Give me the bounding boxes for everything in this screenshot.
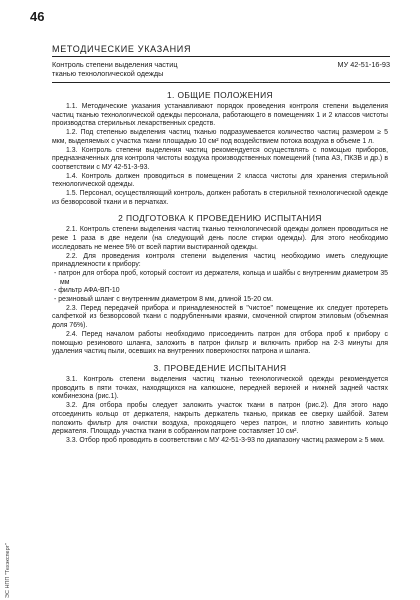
paragraph: 2.1. Контроль степени выделения частиц тканью технологической одежды должен проводиться не реже 1 раза в две недели (на следующий день после стирки одежды). Для этого необходимо исследовать не менее 5% от всей партии выстиранной одежды. [52, 226, 388, 251]
list-item: - патрон для отбора проб, который состоит из держателя, кольца и шайбы с внутренним диаметром 35 мм [54, 269, 388, 286]
page-number: 46 [30, 9, 45, 24]
paragraph: 3.1. Контроль степени выделения частиц тканью технологической одежды рекомендуется проводить в пяти точках, находящихся на капюшоне, передней верхней и нижней задней частях комбинезона (рис.1). [52, 375, 388, 401]
section-title: 2 ПОДГОТОВКА К ПРОВЕДЕНИЮ ИСПЫТАНИЯ [118, 213, 322, 224]
list-item: - фильтр АФА-ВП-10 [54, 287, 120, 295]
header-divider [52, 82, 390, 83]
paragraph: 1.1. Методические указания устанавливают порядок проведения контроля степени выделения частиц тканью технологической одежды персонала, работающего в помещениях 1 и 2 классов чистоты производства стерильных лекарственных средств. [52, 103, 388, 128]
document-code: МУ 42-51-16-93 [337, 60, 390, 69]
paragraph: 1.4. Контроль должен проводиться в помещении 2 класса чистоты для хранения стерильной технологической одежды. [52, 172, 388, 189]
document-subheader [52, 60, 390, 78]
publisher-stamp [2, 540, 12, 598]
paragraph: 2.2. Для проведения контроля степени выделения частиц необходимо иметь следующие принадлежности к прибору: [52, 252, 388, 269]
paragraph: 1.2. Под степенью выделения частиц тканью подразумевается количество частиц размером ≥ 5 мкм, выделяемых с участка ткани площадью 10 см² под воздействием потока воздуха в объеме 1 л. [52, 129, 388, 145]
subheader-line-2: тканью технологической одежды [52, 69, 164, 78]
subheader-line-1: Контроль степени выделения частиц [52, 60, 178, 69]
paragraph: 2.4. Перед началом работы необходимо присоединить патрон для отбора проб к прибору с помощью резинового шланга, заложить в патрон фильтр и включить прибор на 2-3 минуты для удаления частиц пыли, осевших на внутренних поверхностях патрона и шланга. [52, 330, 388, 356]
paragraph: 1.3. Контроль степени выделения частиц рекомендуется осуществлять с помощью приборов, предназначенных для контроля чистоты воздуха производственных помещений (типа АЗ, ПКЗВ и др.) в соответствии с МУ 42-51-3-93. [52, 146, 388, 171]
section-title: 3. ПРОВЕДЕНИЕ ИСПЫТАНИЯ [153, 362, 287, 373]
paragraph: 2.3. Перед передачей прибора и принадлежностей в "чистое" помещение их следует протереть салфеткой из безворсовой ткани с подрубленными краями, смоченной спиртом этиловым (объемная доля 76%). [52, 304, 388, 330]
paragraph: 1.5. Персонал, осуществляющий контроль, должен работать в стерильной технологической одежде из безворсовой ткани и в перчатках. [52, 190, 388, 206]
header-title: МЕТОДИЧЕСКИЕ УКАЗАНИЯ [52, 44, 192, 54]
section-title: 1. ОБЩИЕ ПОЛОЖЕНИЯ [166, 90, 273, 100]
document-body [52, 90, 388, 446]
stamp-text: ЭС НПП "Техэксперт" [5, 542, 11, 598]
running-header [52, 44, 390, 57]
paragraph: 3.3. Отбор проб проводить в соответствии с МУ 42-51-3-93 по диапазону частиц размером ≥ 5 мкм. [66, 436, 385, 444]
paragraph: 3.2. Для отбора пробы следует заложить участок ткани в патрон (рис.2). Для этого надо отсоединить кольцо от держателя, накрыть держатель тканью, прижав ее сверху шайбой. Затем положить фильтр для очистки воздуха, проходящего через патрон, и плотно завинтить кольцо держателя. Площадь участка ткани в собранном патроне составляет 10 см². [52, 402, 388, 436]
list-item: - резиновый шланг с внутренним диаметром 8 мм, длиной 15-20 см. [54, 296, 274, 304]
